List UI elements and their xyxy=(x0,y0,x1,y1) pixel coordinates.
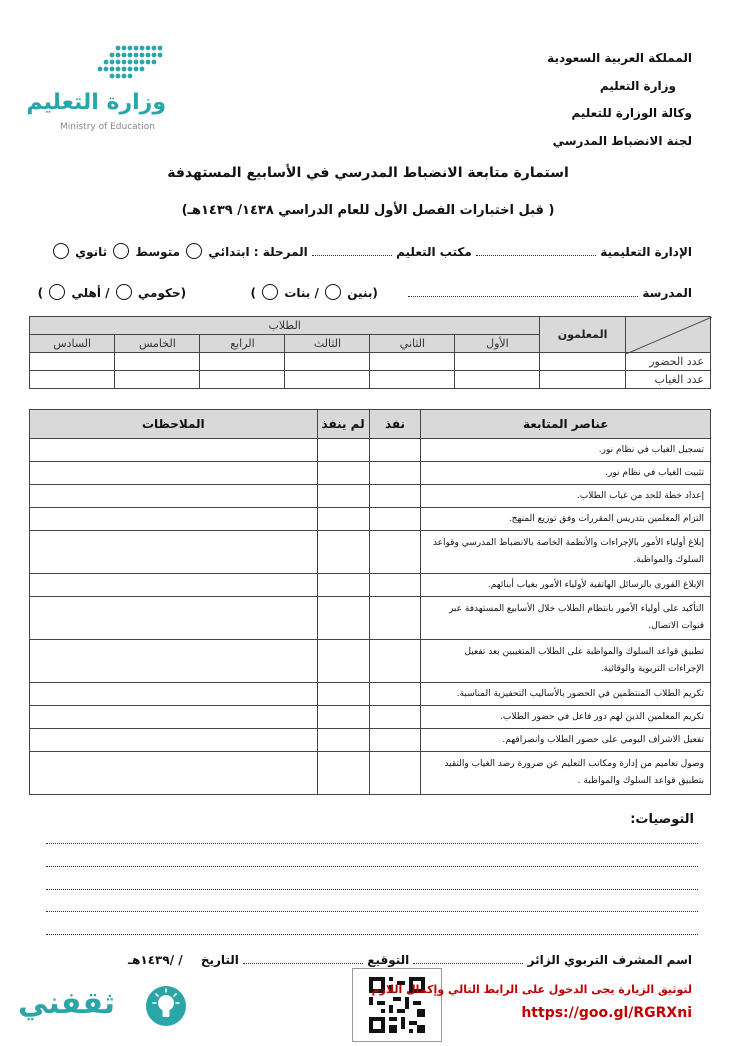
footer-link[interactable]: https://goo.gl/RGRXni xyxy=(521,1005,692,1021)
notes-cell[interactable] xyxy=(30,597,318,640)
notes-cell[interactable] xyxy=(30,485,318,508)
stage-label: المرحلة : ابتدائي xyxy=(208,245,308,259)
followup-header-done: نفذ xyxy=(369,410,421,439)
done-cell[interactable] xyxy=(369,531,421,574)
not-done-cell[interactable] xyxy=(317,729,369,752)
not-done-cell[interactable] xyxy=(317,462,369,485)
grade-header: الأول xyxy=(455,335,540,353)
followup-item: تطبيق قواعد السلوك والمواظبة على الطلاب المتغيبين بعد تفعيل الإجراءات التربوية والوقائية. xyxy=(421,640,711,683)
radio-intermediate[interactable] xyxy=(113,243,129,259)
followup-item: الإبلاغ الفوري بالرسائل الهاتفية لأولياء الأمور بغياب أبنائهم. xyxy=(421,574,711,597)
followup-item: إبلاغ أولياء الأمور بالإجراءات والأنظمة الخاصة بالانضباط المدرسي وقواعد السلوك والمواظبة. xyxy=(421,531,711,574)
grade-header: الثاني xyxy=(370,335,455,353)
header-line-3: وكالة الوزارة للتعليم xyxy=(571,106,692,120)
form-line-1 xyxy=(51,243,692,259)
followup-header-notes: الملاحظات xyxy=(30,410,318,439)
attendance-cell[interactable] xyxy=(200,371,285,389)
done-cell[interactable] xyxy=(369,683,421,706)
done-cell[interactable] xyxy=(369,485,421,508)
page-title: استمارة متابعة الانضباط المدرسي في الأسابيع المستهدفة xyxy=(167,165,569,181)
attendance-cell[interactable] xyxy=(540,353,625,371)
recommendations-line[interactable] xyxy=(46,934,698,935)
gender-open: (بنين xyxy=(347,286,378,300)
not-done-cell[interactable] xyxy=(317,574,369,597)
radio-girls[interactable] xyxy=(262,284,278,300)
recommendations-line[interactable] xyxy=(46,843,698,844)
not-done-cell[interactable] xyxy=(317,508,369,531)
watermark-logo xyxy=(18,982,188,1034)
done-cell[interactable] xyxy=(369,706,421,729)
not-done-cell[interactable] xyxy=(317,683,369,706)
signature-field[interactable] xyxy=(243,953,363,964)
done-cell[interactable] xyxy=(369,574,421,597)
grade-header: السادس xyxy=(30,335,115,353)
radio-private[interactable] xyxy=(49,284,65,300)
type-mid: / أهلي xyxy=(71,286,110,300)
not-done-cell[interactable] xyxy=(317,640,369,683)
logo-dots-icon xyxy=(60,42,170,92)
type-open: (حكومي xyxy=(137,286,187,300)
gender-close: ) xyxy=(250,286,256,300)
page-subtitle: ( قبل اختبارات الفصل الأول للعام الدراسي ١٤٣٨/ ١٤٣٩هـ) xyxy=(181,203,555,218)
notes-cell[interactable] xyxy=(30,462,318,485)
radio-public[interactable] xyxy=(116,284,132,300)
notes-cell[interactable] xyxy=(30,729,318,752)
gender-mid: / بنات xyxy=(284,286,319,300)
notes-cell[interactable] xyxy=(30,439,318,462)
not-done-cell[interactable] xyxy=(317,752,369,795)
notes-cell[interactable] xyxy=(30,531,318,574)
attendance-cell[interactable] xyxy=(285,371,370,389)
notes-cell[interactable] xyxy=(30,574,318,597)
followup-header-item: عناصر المتابعة xyxy=(421,410,711,439)
attendance-cell[interactable] xyxy=(115,371,200,389)
done-cell[interactable] xyxy=(369,752,421,795)
followup-item: تكريم الطلاب المنتظمين في الحضور بالأساليب التحفيزية المناسبة. xyxy=(421,683,711,706)
footer-note: لتوثيق الزيارة يجى الدخول على الرابط التالي وإكمال اللازم xyxy=(371,983,692,996)
not-done-cell[interactable] xyxy=(317,706,369,729)
attendance-cell[interactable] xyxy=(30,353,115,371)
office-label: مكتب التعليم xyxy=(396,245,472,259)
radio-secondary[interactable] xyxy=(53,243,69,259)
school-label: المدرسة xyxy=(642,286,692,300)
notes-cell[interactable] xyxy=(30,640,318,683)
done-cell[interactable] xyxy=(369,729,421,752)
recommendations-label: التوصيات: xyxy=(630,812,694,827)
radio-boys[interactable] xyxy=(325,284,341,300)
header-line-1: المملكة العربية السعودية xyxy=(547,51,692,65)
diagonal-line-icon xyxy=(626,317,712,354)
logo-english-text: Ministry of Education xyxy=(60,122,155,132)
not-done-cell[interactable] xyxy=(317,597,369,640)
not-done-cell[interactable] xyxy=(317,439,369,462)
supervisor-label: اسم المشرف التربوي الزائر xyxy=(527,953,692,967)
not-done-cell[interactable] xyxy=(317,485,369,508)
followup-table xyxy=(29,409,711,795)
admin-label: الإدارة التعليمية xyxy=(600,245,692,259)
grade-header: الرابع xyxy=(200,335,285,353)
followup-item: وصول تعاميم من إدارة ومكاتب التعليم عن ضرورة رصد الغياب والتقيد بتطبيق قواعد السلوك والمواظبة . xyxy=(421,752,711,795)
lightbulb-icon xyxy=(144,984,188,1028)
watermark-text: ثقفني xyxy=(18,986,116,1021)
attendance-cell[interactable] xyxy=(370,353,455,371)
school-field[interactable] xyxy=(408,286,638,297)
type-close: ) xyxy=(37,286,44,300)
teachers-header: المعلمون xyxy=(540,317,625,353)
stage-option-2: متوسط xyxy=(135,245,181,259)
attendance-table xyxy=(29,316,711,389)
form-line-2 xyxy=(38,284,692,300)
done-cell[interactable] xyxy=(369,439,421,462)
grade-header: الثالث xyxy=(285,335,370,353)
date-label: التاريخ xyxy=(200,953,239,967)
notes-cell[interactable] xyxy=(30,706,318,729)
done-cell[interactable] xyxy=(369,597,421,640)
done-cell[interactable] xyxy=(369,462,421,485)
attendance-row-label: عدد الحضور xyxy=(625,353,710,371)
supervisor-field[interactable] xyxy=(413,953,523,964)
attendance-cell[interactable] xyxy=(455,371,540,389)
followup-item: التزام المعلمين بتدريس المقررات وفق توزيع المنهج. xyxy=(421,508,711,531)
signature-row xyxy=(128,953,692,967)
recommendations-line[interactable] xyxy=(46,911,698,912)
attendance-row-label: عدد الغياب xyxy=(625,371,710,389)
stage-option-3: ثانوي xyxy=(75,245,108,259)
done-cell[interactable] xyxy=(369,640,421,683)
office-field[interactable] xyxy=(312,245,392,256)
attendance-cell[interactable] xyxy=(540,371,625,389)
recommendations-line[interactable] xyxy=(46,889,698,890)
followup-item: تكريم المعلمين الذين لهم دور فاعل في حضور الطلاب. xyxy=(421,706,711,729)
notes-cell[interactable] xyxy=(30,683,318,706)
attendance-cell[interactable] xyxy=(285,353,370,371)
not-done-cell[interactable] xyxy=(317,531,369,574)
recommendations-line[interactable] xyxy=(46,866,698,867)
followup-item: تفعيل الاشراف اليومي على حضور الطلاب وانصرافهم. xyxy=(421,729,711,752)
attendance-corner-cell xyxy=(625,317,710,353)
notes-cell[interactable] xyxy=(30,508,318,531)
students-header: الطلاب xyxy=(30,317,540,335)
followup-item: إعداد خطة للحد من غياب الطلاب. xyxy=(421,485,711,508)
notes-cell[interactable] xyxy=(30,752,318,795)
done-cell[interactable] xyxy=(369,508,421,531)
followup-item: تسجيل الغياب في نظام نور. xyxy=(421,439,711,462)
followup-item: تثبيت الغياب في نظام نور. xyxy=(421,462,711,485)
attendance-cell[interactable] xyxy=(455,353,540,371)
signature-label: التوقيع xyxy=(367,953,410,967)
admin-field[interactable] xyxy=(476,245,596,256)
qr-code-box[interactable] xyxy=(352,968,442,1042)
logo-arabic-text: وزارة التعليم xyxy=(26,90,166,115)
followup-item: التأكيد على أولياء الأمور بانتظام الطلاب خلال الأسابيع المستهدفة عبر قنوات الاتصال. xyxy=(421,597,711,640)
followup-header-not-done: لم ينفذ xyxy=(317,410,369,439)
attendance-cell[interactable] xyxy=(200,353,285,371)
attendance-cell[interactable] xyxy=(115,353,200,371)
attendance-cell[interactable] xyxy=(30,371,115,389)
radio-elementary[interactable] xyxy=(186,243,202,259)
grade-header: الخامس xyxy=(115,335,200,353)
header-line-2: وزارة التعليم xyxy=(599,79,676,93)
date-value: / /١٤٣٩هـ xyxy=(127,953,183,967)
header-line-4: لجنة الانضباط المدرسي xyxy=(552,134,692,148)
ministry-logo xyxy=(26,42,170,137)
attendance-cell[interactable] xyxy=(370,371,455,389)
